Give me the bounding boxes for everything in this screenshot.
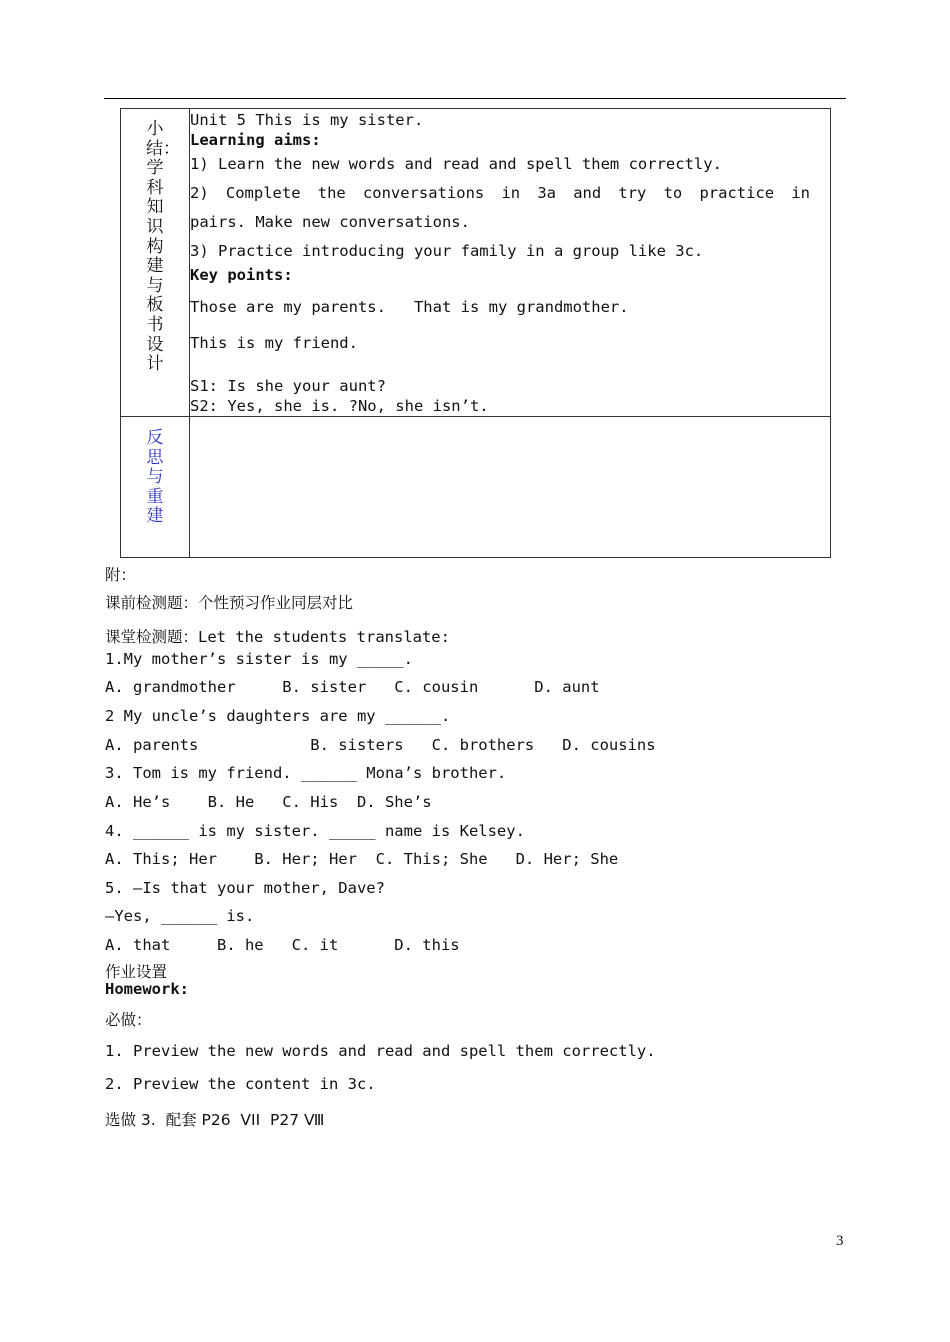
page-number: 3 [836, 1233, 844, 1249]
reflect-label-cell [121, 417, 190, 558]
question-5-options: A. that B. he C. it D. this [105, 936, 460, 954]
summary-table [120, 108, 831, 558]
summary-row [121, 109, 831, 417]
homework-item-2: 2. Preview the content in 3c. [105, 1075, 376, 1093]
aim-3: 3) Practice introducing your family in a group like 3c. [190, 242, 704, 260]
key-point-4: S2: Yes, she is. ?No, she isn’t. [190, 397, 489, 415]
required-label: 必做： [105, 1011, 152, 1029]
key-point-1: Those are my parents. That is my grandmother. [190, 298, 629, 316]
class-test-text: Let the students translate: [198, 628, 450, 646]
aim-2-line-1: 2) Complete the conversations in 3a and try to practice in [190, 184, 810, 202]
homework-heading: Homework: [105, 980, 189, 998]
unit-title: Unit 5 This is my sister. [190, 111, 424, 129]
header-rule [104, 98, 846, 99]
question-2-options: A. parents B. sisters C. brothers D. cousins [105, 736, 656, 754]
homework-cn-heading: 作业设置 [105, 963, 168, 981]
optional-homework: 选做 3. 配套 P26 VII P27 Ⅷ [105, 1111, 325, 1129]
learning-aims-heading: Learning aims: [190, 131, 321, 149]
key-point-2: This is my friend. [190, 334, 358, 352]
question-3-options: A. He’s B. He C. His D. She’s [105, 793, 432, 811]
homework-item-1: 1. Preview the new words and read and spell them correctly. [105, 1042, 656, 1060]
aim-2-line-2: pairs. Make new conversations. [190, 213, 470, 231]
summary-content [190, 109, 831, 417]
summary-label-cell [121, 109, 190, 417]
aim-1: 1) Learn the new words and read and spell them correctly. [190, 155, 722, 173]
reflect-content [190, 417, 831, 558]
reflect-label: 反思与重建 [146, 428, 164, 527]
summary-label: 小结：学科知识构建与板书设计 [146, 119, 180, 375]
class-test-label: 课堂检测题： [105, 628, 199, 646]
question-1-options: A. grandmother B. sister C. cousin D. aunt [105, 678, 600, 696]
question-4-options: A. This; Her B. Her; Her C. This; She D. Her; She [105, 850, 619, 868]
class-test-line [105, 625, 450, 647]
question-3: 3. Tom is my friend. ______ Mona’s brother. [105, 764, 507, 782]
appendix-label: 附： [105, 566, 137, 584]
question-4: 4. ______ is my sister. _____ name is Kelsey. [105, 822, 525, 840]
question-1: 1.My mother’s sister is my _____. [105, 650, 413, 668]
reflect-row [121, 417, 831, 558]
key-point-3: S1: Is she your aunt? [190, 377, 386, 395]
question-2: 2 My uncle’s daughters are my ______. [105, 707, 451, 725]
question-5-answer: —Yes, ______ is. [105, 907, 255, 925]
question-5: 5. —Is that your mother, Dave? [105, 879, 385, 897]
key-points-heading: Key points: [190, 266, 293, 284]
pretest-line: 课前检测题：个性预习作业同层对比 [105, 594, 354, 612]
